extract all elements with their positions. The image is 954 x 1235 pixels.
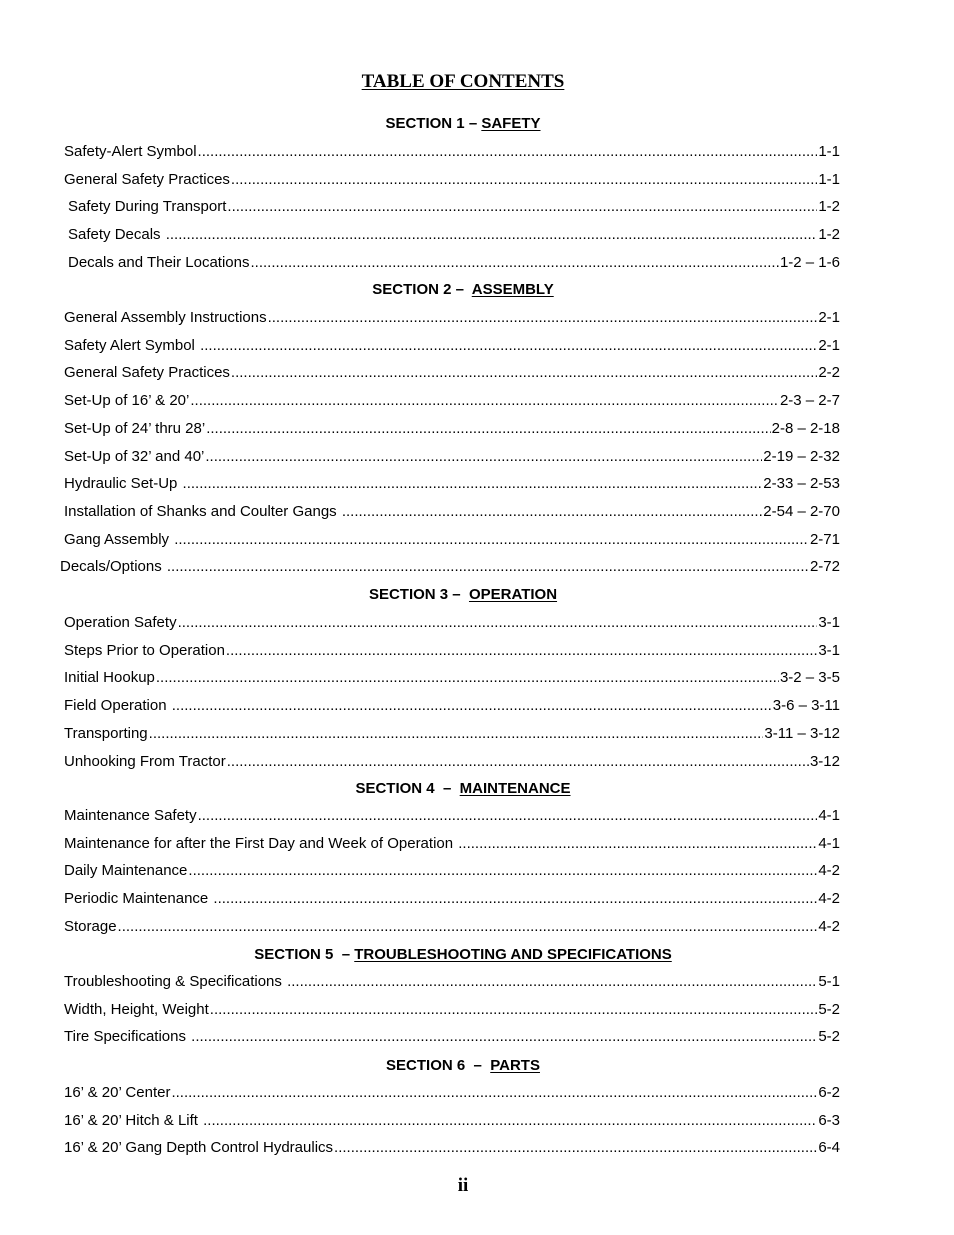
toc-entry-page: 1-1 <box>818 170 840 188</box>
toc-entry[interactable] <box>64 614 840 631</box>
page-title: TABLE OF CONTENTS <box>361 71 565 92</box>
toc-entry[interactable] <box>64 143 840 160</box>
toc-entry-label: Tire Specifications <box>64 1028 191 1046</box>
dot-leader <box>156 669 779 686</box>
toc-entry[interactable] <box>64 420 840 437</box>
toc-entry[interactable] <box>64 807 840 824</box>
toc-entry-label: Decals and Their Locations <box>68 253 250 271</box>
toc-entry-label: 16’ & 20’ Gang Depth Control Hydraulics <box>64 1139 334 1157</box>
toc-entry-label: Safety-Alert Symbol <box>64 143 197 160</box>
dot-leader <box>227 198 817 215</box>
toc-entry-page: 1-2 – 1-6 <box>779 253 840 271</box>
toc-entry-label: General Safety Practices <box>64 364 230 382</box>
page-number: ii <box>457 1175 469 1196</box>
section-prefix: SECTION 2 – <box>372 281 472 298</box>
toc-entry-label: Field Operation <box>64 697 171 715</box>
toc-entry-page: 3-2 – 3-5 <box>779 669 840 687</box>
dot-leader <box>166 226 818 243</box>
section-heading <box>0 1057 926 1074</box>
dot-leader <box>213 890 817 907</box>
toc-entry-label: Installation of Shanks and Coulter Gangs <box>64 502 341 520</box>
section-name: ASSEMBLY <box>471 281 554 298</box>
toc-entry-page: 2-3 – 2-7 <box>779 392 840 410</box>
toc-entry[interactable] <box>64 890 840 907</box>
toc-entry-page: 2-2 <box>818 364 840 382</box>
toc-entry-page: 3-11 – 3-12 <box>764 724 840 742</box>
dot-leader <box>190 392 779 409</box>
toc-entry-label: Set-Up of 32’ and 40’ <box>64 447 205 465</box>
dot-leader <box>251 254 779 271</box>
toc-entry-label: Daily Maintenance <box>64 862 188 880</box>
section-prefix: SECTION 1 – <box>385 115 482 132</box>
toc-entry-page: 2-71 <box>809 530 840 548</box>
toc-entry-page: 5-2 <box>818 1000 840 1018</box>
toc-entry-label: General Assembly Instructions <box>64 309 267 326</box>
toc-entry[interactable] <box>68 254 840 271</box>
toc-entry-label: General Safety Practices <box>64 170 230 188</box>
toc-entry[interactable] <box>64 1084 840 1101</box>
dot-leader <box>188 862 817 879</box>
section-heading <box>0 281 926 298</box>
toc-entry-page: 6-2 <box>818 1084 840 1101</box>
toc-entry-page: 3-12 <box>809 752 840 770</box>
toc-entry-label: Maintenance Safety <box>64 807 197 824</box>
toc-entry-page: 5-2 <box>818 1028 840 1046</box>
toc-entry-page: 2-8 – 2-18 <box>771 419 840 437</box>
toc-entry[interactable] <box>64 973 840 990</box>
dot-leader <box>200 337 817 354</box>
toc-entry-page: 4-2 <box>818 890 840 908</box>
toc-entry-page: 5-1 <box>818 973 840 990</box>
dot-leader <box>178 614 818 631</box>
toc-entry-label: Periodic Maintenance <box>64 890 213 908</box>
dot-leader <box>342 503 762 520</box>
toc-entry-page: 2-1 <box>818 309 840 326</box>
toc-entry[interactable] <box>64 337 840 354</box>
section-prefix: SECTION 5 – <box>254 946 355 963</box>
dot-leader <box>227 753 809 770</box>
toc-entry-label: 16’ & 20’ Hitch & Lift <box>64 1111 203 1129</box>
dot-leader <box>458 835 817 852</box>
toc-entry-label: Safety During Transport <box>68 198 227 216</box>
toc-entry[interactable] <box>64 1139 840 1156</box>
dot-leader <box>210 1001 818 1018</box>
toc-entry[interactable] <box>64 1112 840 1129</box>
section-prefix: SECTION 6 – <box>386 1057 491 1074</box>
toc-entry[interactable] <box>64 309 840 326</box>
toc-entry-label: Steps Prior to Operation <box>64 641 225 659</box>
toc-entry-label: Set-Up of 16’ & 20’ <box>64 392 190 410</box>
toc-entry-page: 2-33 – 2-53 <box>763 475 840 493</box>
dot-leader <box>205 448 762 465</box>
toc-entry[interactable] <box>64 531 840 548</box>
toc-entry[interactable] <box>64 642 840 659</box>
dot-leader <box>183 475 763 492</box>
toc-entry[interactable] <box>68 226 840 243</box>
toc-entry-page: 3-6 – 3-11 <box>772 697 840 715</box>
dot-leader <box>172 697 772 714</box>
toc-entry-page: 3-1 <box>818 614 840 631</box>
dot-leader <box>149 725 764 742</box>
toc-entry-label: Safety Decals <box>68 226 165 244</box>
dot-leader <box>231 171 817 188</box>
toc-entry[interactable] <box>64 725 840 742</box>
section-heading <box>0 780 926 797</box>
toc-entry-page: 6-4 <box>818 1139 840 1157</box>
dot-leader <box>226 642 817 659</box>
dot-leader <box>206 420 770 437</box>
toc-entry-page: 2-72 <box>809 558 840 576</box>
dot-leader <box>287 973 817 990</box>
toc-entry-page: 4-1 <box>818 834 840 852</box>
toc-entry[interactable] <box>64 862 840 879</box>
toc-entry[interactable] <box>64 669 840 686</box>
dot-leader <box>171 1084 817 1101</box>
toc-entry[interactable] <box>64 475 840 492</box>
dot-leader <box>334 1139 817 1156</box>
toc-entry[interactable] <box>60 558 840 575</box>
toc-entry-page: 2-1 <box>818 336 840 354</box>
section-prefix: SECTION 3 – <box>368 586 469 603</box>
toc-entry-label: Set-Up of 24’ thru 28’ <box>64 419 206 437</box>
toc-entry-page: 3-1 <box>818 641 840 659</box>
toc-entry-label: Operation Safety <box>64 614 177 631</box>
section-name: OPERATION <box>468 586 558 603</box>
section-prefix: SECTION 4 – <box>355 780 460 797</box>
toc-entry-label: Gang Assembly <box>64 530 174 548</box>
toc-entry-label: Troubleshooting & Specifications <box>64 973 287 990</box>
toc-entry[interactable] <box>64 448 840 465</box>
section-name: TROUBLESHOOTING AND SPECIFICATIONS <box>354 946 672 963</box>
dot-leader <box>118 918 818 935</box>
toc-entry-label: 16’ & 20’ Center <box>64 1084 171 1101</box>
section-name: MAINTENANCE <box>459 780 571 797</box>
toc-entry[interactable] <box>64 503 840 520</box>
toc-entry[interactable] <box>64 918 840 935</box>
dot-leader <box>198 807 818 824</box>
toc-entry[interactable] <box>64 753 840 770</box>
section-heading <box>0 115 926 132</box>
dot-leader <box>231 364 817 381</box>
dot-leader <box>268 309 818 326</box>
toc-entry-page: 2-54 – 2-70 <box>763 502 840 520</box>
toc-entry-page: 1-2 <box>818 198 840 216</box>
dot-leader <box>167 558 809 575</box>
toc-entry[interactable] <box>64 364 840 381</box>
toc-entry[interactable] <box>64 1028 840 1045</box>
toc-entry-page: 6-3 <box>818 1111 840 1129</box>
toc-entry-page: 4-2 <box>818 917 840 935</box>
section-name: SAFETY <box>481 115 541 132</box>
toc-entry-page: 2-19 – 2-32 <box>763 447 840 465</box>
toc-entry-page: 4-1 <box>818 807 840 824</box>
dot-leader <box>174 531 809 548</box>
dot-leader <box>203 1112 817 1129</box>
toc-entry-label: Storage <box>64 917 117 935</box>
section-name: PARTS <box>490 1057 540 1074</box>
toc-entry-page: 1-2 <box>818 226 840 244</box>
dot-leader <box>198 143 818 160</box>
toc-entry-page: 4-2 <box>818 862 840 880</box>
toc-entry[interactable] <box>64 1001 840 1018</box>
toc-entry-label: Maintenance for after the First Day and Week of Operation <box>64 834 458 852</box>
section-heading <box>0 586 926 603</box>
section-heading <box>0 946 926 963</box>
toc-entry[interactable] <box>64 835 840 852</box>
toc-entry[interactable] <box>64 171 840 188</box>
toc-entry[interactable] <box>68 198 840 215</box>
toc-entry-label: Unhooking From Tractor <box>64 752 226 770</box>
toc-entry-page: 1-1 <box>818 143 840 160</box>
toc-entry-label: Safety Alert Symbol <box>64 336 200 354</box>
toc-entry-label: Initial Hookup <box>64 669 155 687</box>
toc-entry[interactable] <box>64 697 840 714</box>
dot-leader <box>191 1028 817 1045</box>
toc-entry[interactable] <box>64 392 840 409</box>
toc-entry-label: Hydraulic Set-Up <box>64 475 182 493</box>
toc-entry-label: Transporting <box>64 724 148 742</box>
toc-entry-label: Width, Height, Weight <box>64 1000 209 1018</box>
toc-entry-label: Decals/Options <box>60 558 166 576</box>
